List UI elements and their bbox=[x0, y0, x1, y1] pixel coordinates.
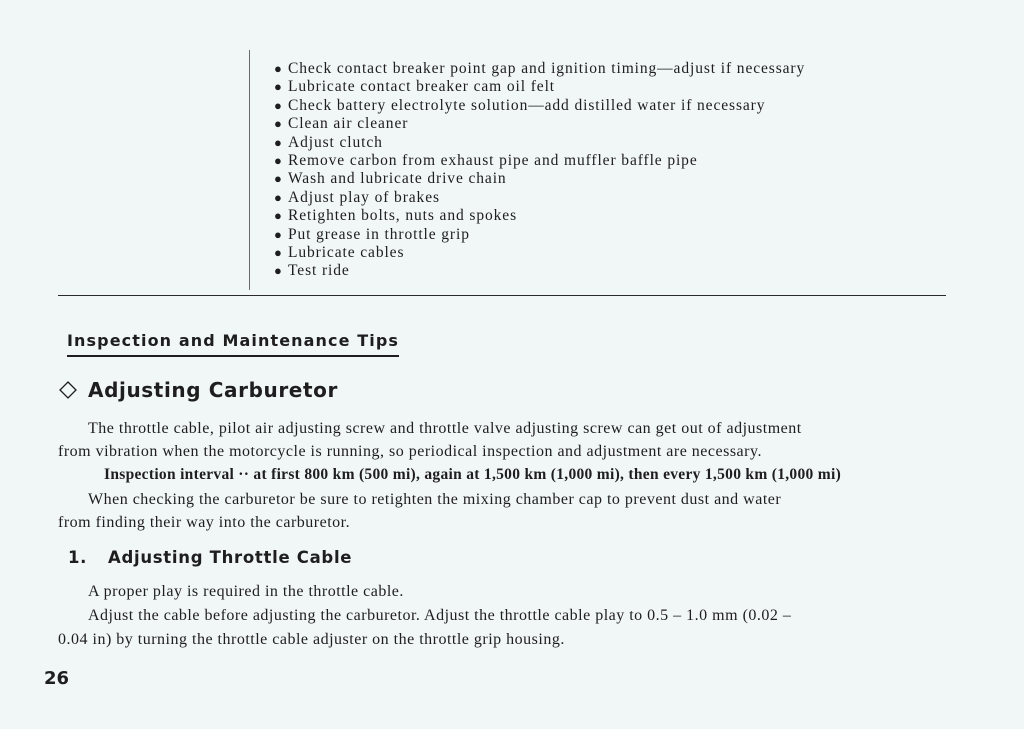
page-number: 26 bbox=[44, 668, 70, 689]
section-title-text: Adjusting Carburetor bbox=[88, 378, 338, 402]
checklist-item-text: Put grease in throttle grip bbox=[288, 225, 470, 243]
checklist-item bbox=[274, 262, 805, 280]
bullet-icon: ● bbox=[274, 97, 283, 113]
checklist-item bbox=[274, 134, 805, 152]
inspection-interval: Inspection interval ·· at first 800 km (500 mi), again at 1,500 km (1,000 mi), then every 1,500 km (1,000 mi) bbox=[104, 466, 842, 483]
para2-line2: from finding their way into the carburetor. bbox=[58, 514, 351, 531]
subsection-line3: 0.04 in) by turning the throttle cable adjuster on the throttle grip housing. bbox=[58, 631, 565, 648]
checklist-item-text: Wash and lubricate drive chain bbox=[288, 170, 507, 188]
checklist-item bbox=[274, 207, 805, 225]
checklist-item bbox=[274, 170, 805, 188]
checklist-item-text: Adjust play of brakes bbox=[288, 188, 440, 206]
subsection-line2: Adjust the cable before adjusting the carburetor. Adjust the throttle cable play to 0.5 – 1.0 mm (0.02 – bbox=[88, 607, 792, 624]
bullet-icon: ● bbox=[274, 79, 283, 95]
bullet-icon: ● bbox=[274, 171, 283, 187]
checklist-item bbox=[274, 152, 805, 170]
checklist-item bbox=[274, 226, 805, 244]
bullet-icon: ● bbox=[274, 134, 283, 150]
checklist-item bbox=[274, 189, 805, 207]
bullet-icon: ● bbox=[274, 245, 283, 261]
para1-line2: from vibration when the motorcycle is running, so periodical inspection and adjustment are necessary. bbox=[58, 443, 762, 460]
bullet-icon: ● bbox=[274, 189, 283, 205]
maintenance-checklist bbox=[249, 50, 805, 290]
bullet-icon: ● bbox=[274, 263, 283, 279]
section-divider bbox=[58, 295, 946, 296]
para2-line1: When checking the carburetor be sure to retighten the mixing chamber cap to prevent dust and water bbox=[88, 491, 782, 508]
bullet-icon: ● bbox=[274, 208, 283, 224]
section-title bbox=[58, 378, 338, 402]
checklist-item bbox=[274, 244, 805, 262]
para1-line1: The throttle cable, pilot air adjusting screw and throttle valve adjusting screw can get out of adjustment bbox=[88, 420, 802, 437]
checklist-item-text: Adjust clutch bbox=[288, 133, 383, 151]
checklist-item-text: Check contact breaker point gap and ignition timing—adjust if necessary bbox=[288, 60, 806, 77]
checklist-item-text: Test ride bbox=[288, 262, 350, 280]
subsection-line1: A proper play is required in the throttle cable. bbox=[88, 583, 404, 600]
checklist-item-text: Remove carbon from exhaust pipe and muffler baffle pipe bbox=[288, 152, 698, 170]
checklist-item-text: Clean air cleaner bbox=[288, 115, 409, 133]
checklist-items bbox=[250, 50, 805, 281]
bullet-icon: ● bbox=[274, 61, 283, 76]
checklist-item bbox=[274, 60, 805, 78]
checklist-item-text: Retighten bolts, nuts and spokes bbox=[288, 207, 517, 225]
subsection-number: 1. bbox=[68, 548, 88, 567]
checklist-item-text: Lubricate cables bbox=[288, 244, 405, 262]
subsection-title-text: Adjusting Throttle Cable bbox=[108, 548, 353, 567]
checklist-item bbox=[274, 78, 805, 96]
bullet-icon: ● bbox=[274, 226, 283, 242]
bullet-icon: ● bbox=[274, 153, 283, 169]
diamond-outline-icon bbox=[58, 380, 78, 400]
bullet-icon: ● bbox=[274, 116, 283, 132]
tips-heading: Inspection and Maintenance Tips bbox=[67, 331, 399, 357]
checklist-item bbox=[274, 115, 805, 133]
subsection-title bbox=[68, 548, 352, 567]
checklist-item-text: Check battery electrolyte solution—add distilled water if necessary bbox=[288, 96, 766, 114]
checklist-item-text: Lubricate contact breaker cam oil felt bbox=[288, 78, 556, 96]
checklist-item bbox=[274, 97, 805, 115]
